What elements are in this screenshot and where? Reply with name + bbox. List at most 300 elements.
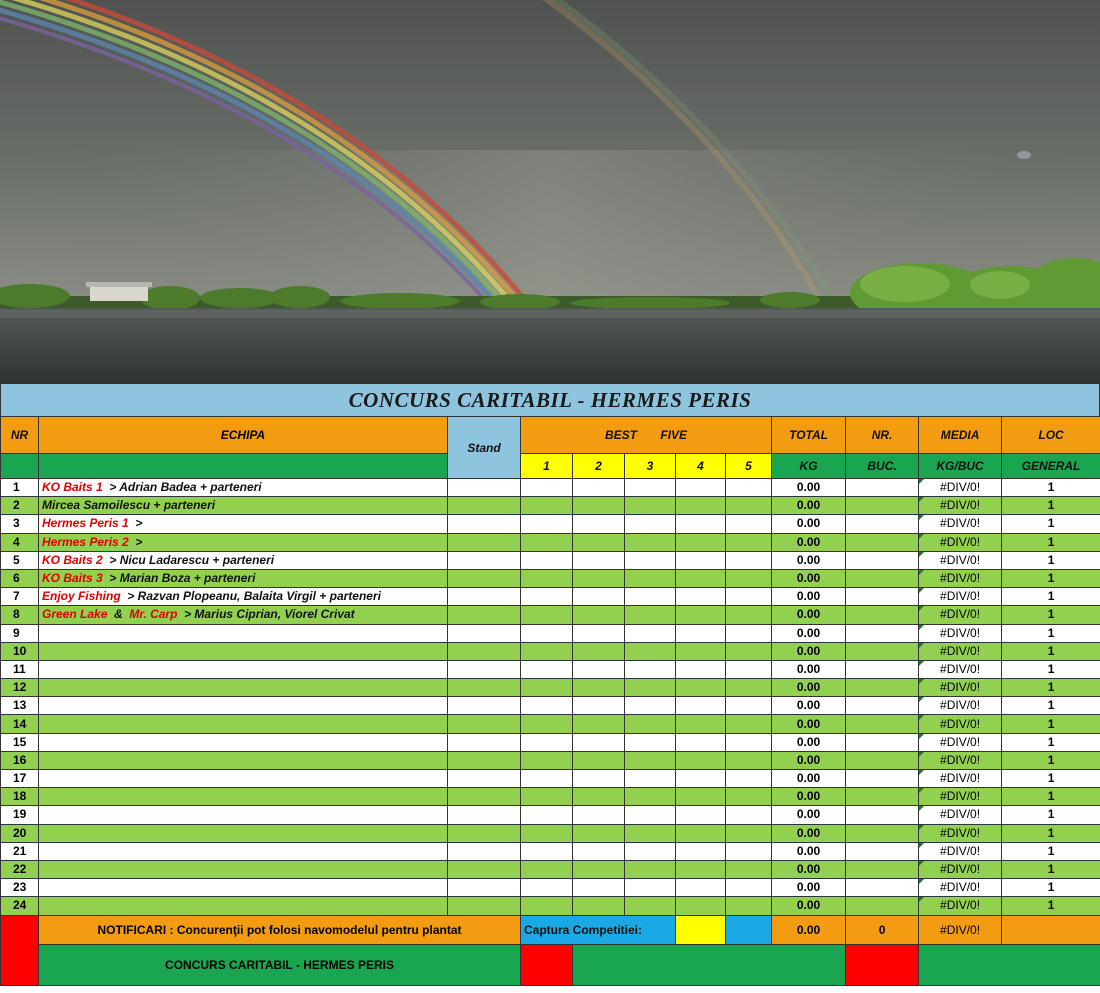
best-cell-2[interactable] xyxy=(573,479,625,497)
footer-nr-buc: 0 xyxy=(846,915,919,944)
best-cell-2[interactable] xyxy=(573,569,625,587)
best-cell-5[interactable] xyxy=(726,788,772,806)
team-name: Hermes Peris 1 xyxy=(42,516,129,531)
team-cell[interactable] xyxy=(39,860,448,878)
team-members: > Razvan Plopeanu, Balaita Virgil + parteneri xyxy=(120,589,381,604)
nr-buc-cell[interactable] xyxy=(846,897,919,915)
best-cell-5[interactable] xyxy=(726,897,772,915)
stand-cell[interactable] xyxy=(448,770,521,788)
nr-buc-cell[interactable] xyxy=(846,551,919,569)
best-cell-1[interactable] xyxy=(521,770,573,788)
stand-cell[interactable] xyxy=(448,788,521,806)
team-cell[interactable] xyxy=(39,897,448,915)
nr-buc-cell[interactable] xyxy=(846,679,919,697)
team-name: KO Baits 1 xyxy=(42,480,103,495)
best-cell-3[interactable] xyxy=(625,479,676,497)
best-cell-2[interactable] xyxy=(573,842,625,860)
team-cell[interactable] xyxy=(39,660,448,678)
team-cell[interactable] xyxy=(39,751,448,769)
best-cell-5[interactable] xyxy=(726,879,772,897)
best-cell-4[interactable] xyxy=(676,497,726,515)
total-kg: 0.00 xyxy=(772,588,846,606)
nr-buc-cell[interactable] xyxy=(846,842,919,860)
best-cell-3[interactable] xyxy=(625,879,676,897)
row-nr: 16 xyxy=(1,751,39,769)
best-cell-2[interactable] xyxy=(573,897,625,915)
best-cell-1[interactable] xyxy=(521,751,573,769)
loc-general: 1 xyxy=(1002,733,1100,751)
best-cell-3[interactable] xyxy=(625,733,676,751)
best-cell-1[interactable] xyxy=(521,497,573,515)
team-cell[interactable] xyxy=(39,642,448,660)
best-cell-1[interactable] xyxy=(521,624,573,642)
best-cell-4[interactable] xyxy=(676,860,726,878)
loc-general: 1 xyxy=(1002,697,1100,715)
total-kg: 0.00 xyxy=(772,806,846,824)
col-nr-header: NR xyxy=(1,417,39,454)
best-cell-3[interactable] xyxy=(625,860,676,878)
nr-buc-cell[interactable] xyxy=(846,660,919,678)
best-cell-2[interactable] xyxy=(573,551,625,569)
team-cell[interactable] xyxy=(39,806,448,824)
best-cell-2[interactable] xyxy=(573,770,625,788)
best-cell-3[interactable] xyxy=(625,588,676,606)
stand-cell[interactable] xyxy=(448,897,521,915)
team-members: > Marian Boza + parteneri xyxy=(102,571,256,586)
loc-general: 1 xyxy=(1002,624,1100,642)
bottom-red-cell-2 xyxy=(846,944,919,985)
best-cell-5[interactable] xyxy=(726,679,772,697)
row-nr: 10 xyxy=(1,642,39,660)
media-kg-buc: #DIV/0! xyxy=(919,715,1002,733)
bottom-title-row xyxy=(1,944,1100,985)
total-kg: 0.00 xyxy=(772,515,846,533)
total-kg: 0.00 xyxy=(772,751,846,769)
best-cell-5[interactable] xyxy=(726,515,772,533)
best-cell-2[interactable] xyxy=(573,733,625,751)
best-cell-5[interactable] xyxy=(726,660,772,678)
unit-kg-buc: KG/BUC xyxy=(919,454,1002,479)
results-table xyxy=(0,416,1100,986)
table-row xyxy=(1,515,1100,533)
team-members: > xyxy=(128,516,143,531)
best-cell-3[interactable] xyxy=(625,551,676,569)
best-cell-4[interactable] xyxy=(676,897,726,915)
media-kg-buc: #DIV/0! xyxy=(919,606,1002,624)
table-row xyxy=(1,606,1100,624)
best-cell-5[interactable] xyxy=(726,588,772,606)
stand-cell[interactable] xyxy=(448,515,521,533)
stand-cell[interactable] xyxy=(448,497,521,515)
best-cell-5[interactable] xyxy=(726,697,772,715)
team-cell[interactable] xyxy=(39,551,448,569)
loc-general: 1 xyxy=(1002,588,1100,606)
table-row xyxy=(1,733,1100,751)
team-cell[interactable] xyxy=(39,679,448,697)
best-cell-4[interactable] xyxy=(676,515,726,533)
stand-cell[interactable] xyxy=(448,606,521,624)
team-cell[interactable] xyxy=(39,697,448,715)
best-cell-4[interactable] xyxy=(676,588,726,606)
media-kg-buc: #DIV/0! xyxy=(919,497,1002,515)
total-kg: 0.00 xyxy=(772,551,846,569)
row-nr: 8 xyxy=(1,606,39,624)
best-cell-2[interactable] xyxy=(573,751,625,769)
stand-cell[interactable] xyxy=(448,860,521,878)
best-cell-2[interactable] xyxy=(573,824,625,842)
notification-row xyxy=(1,915,1100,944)
best-cell-2[interactable] xyxy=(573,860,625,878)
table-row xyxy=(1,642,1100,660)
best-cell-1[interactable] xyxy=(521,479,573,497)
media-kg-buc: #DIV/0! xyxy=(919,660,1002,678)
best-cell-3[interactable] xyxy=(625,497,676,515)
row-nr: 12 xyxy=(1,679,39,697)
table-row xyxy=(1,551,1100,569)
best-cell-4[interactable] xyxy=(676,642,726,660)
best-cell-2[interactable] xyxy=(573,697,625,715)
best-cell-2[interactable] xyxy=(573,497,625,515)
loc-general: 1 xyxy=(1002,551,1100,569)
best-cell-1[interactable] xyxy=(521,879,573,897)
best-cell-5[interactable] xyxy=(726,479,772,497)
best-cell-4[interactable] xyxy=(676,824,726,842)
team-cell[interactable] xyxy=(39,842,448,860)
nr-buc-cell[interactable] xyxy=(846,879,919,897)
best-cell-5[interactable] xyxy=(726,642,772,660)
best-cell-1[interactable] xyxy=(521,569,573,587)
best-cell-2[interactable] xyxy=(573,788,625,806)
best-cell-1[interactable] xyxy=(521,533,573,551)
loc-general: 1 xyxy=(1002,679,1100,697)
best-cell-1[interactable] xyxy=(521,697,573,715)
best-cell-5[interactable] xyxy=(726,824,772,842)
nr-buc-cell[interactable] xyxy=(846,515,919,533)
best-cell-4[interactable] xyxy=(676,806,726,824)
nr-buc-cell[interactable] xyxy=(846,697,919,715)
nr-buc-cell[interactable] xyxy=(846,733,919,751)
best-cell-3[interactable] xyxy=(625,715,676,733)
nr-buc-cell[interactable] xyxy=(846,824,919,842)
team-cell[interactable] xyxy=(39,770,448,788)
media-kg-buc: #DIV/0! xyxy=(919,624,1002,642)
capture-cyan-cell xyxy=(726,915,772,944)
row-nr: 13 xyxy=(1,697,39,715)
best-cell-2[interactable] xyxy=(573,606,625,624)
nr-buc-cell[interactable] xyxy=(846,642,919,660)
best-cell-1[interactable] xyxy=(521,660,573,678)
best-cell-1[interactable] xyxy=(521,642,573,660)
loc-general: 1 xyxy=(1002,715,1100,733)
bottom-green-cell-2 xyxy=(919,944,1100,985)
team-cell[interactable] xyxy=(39,624,448,642)
table-row xyxy=(1,879,1100,897)
subheader-echipa-cell xyxy=(39,454,448,479)
best-cell-3[interactable] xyxy=(625,842,676,860)
stand-cell[interactable] xyxy=(448,479,521,497)
team-cell[interactable] xyxy=(39,479,448,497)
total-kg: 0.00 xyxy=(772,879,846,897)
best-cell-1[interactable] xyxy=(521,588,573,606)
loc-general: 1 xyxy=(1002,860,1100,878)
row-nr: 23 xyxy=(1,879,39,897)
subheader-nr-cell xyxy=(1,454,39,479)
best-cell-3[interactable] xyxy=(625,642,676,660)
team-cell[interactable] xyxy=(39,733,448,751)
best-cell-4[interactable] xyxy=(676,751,726,769)
best-cell-1[interactable] xyxy=(521,715,573,733)
row-nr: 20 xyxy=(1,824,39,842)
total-kg: 0.00 xyxy=(772,897,846,915)
col-loc-header: LOC xyxy=(1002,417,1100,454)
best-cell-3[interactable] xyxy=(625,806,676,824)
stand-cell[interactable] xyxy=(448,642,521,660)
stand-cell[interactable] xyxy=(448,751,521,769)
stand-cell[interactable] xyxy=(448,551,521,569)
nr-buc-cell[interactable] xyxy=(846,860,919,878)
nr-buc-cell[interactable] xyxy=(846,788,919,806)
team-cell[interactable] xyxy=(39,533,448,551)
row-nr: 5 xyxy=(1,551,39,569)
team-members: > Marius Ciprian, Viorel Crivat xyxy=(177,607,355,622)
nr-buc-cell[interactable] xyxy=(846,806,919,824)
table-row xyxy=(1,715,1100,733)
media-kg-buc: #DIV/0! xyxy=(919,824,1002,842)
best-cell-4[interactable] xyxy=(676,479,726,497)
team-cell[interactable] xyxy=(39,515,448,533)
media-kg-buc: #DIV/0! xyxy=(919,533,1002,551)
best-cell-4[interactable] xyxy=(676,533,726,551)
best-cell-2[interactable] xyxy=(573,806,625,824)
table-row xyxy=(1,842,1100,860)
nr-buc-cell[interactable] xyxy=(846,606,919,624)
best-cell-4[interactable] xyxy=(676,842,726,860)
best-cell-3[interactable] xyxy=(625,515,676,533)
nr-buc-cell[interactable] xyxy=(846,770,919,788)
best-cell-1[interactable] xyxy=(521,860,573,878)
best-cell-3[interactable] xyxy=(625,606,676,624)
team-cell[interactable] xyxy=(39,879,448,897)
team-cell[interactable] xyxy=(39,588,448,606)
total-kg: 0.00 xyxy=(772,569,846,587)
team-cell[interactable] xyxy=(39,569,448,587)
best-cell-5[interactable] xyxy=(726,770,772,788)
total-kg: 0.00 xyxy=(772,479,846,497)
best-cell-3[interactable] xyxy=(625,569,676,587)
stand-cell[interactable] xyxy=(448,715,521,733)
best-cell-5[interactable] xyxy=(726,733,772,751)
best-cell-4[interactable] xyxy=(676,606,726,624)
col-media-header: MEDIA xyxy=(919,417,1002,454)
best-cell-4[interactable] xyxy=(676,879,726,897)
nr-buc-cell[interactable] xyxy=(846,533,919,551)
best-cell-3[interactable] xyxy=(625,624,676,642)
best-cell-5[interactable] xyxy=(726,624,772,642)
nr-buc-cell[interactable] xyxy=(846,497,919,515)
loc-general: 1 xyxy=(1002,533,1100,551)
media-kg-buc: #DIV/0! xyxy=(919,515,1002,533)
best-cell-1[interactable] xyxy=(521,788,573,806)
best-cell-2[interactable] xyxy=(573,624,625,642)
unit-buc: BUC. xyxy=(846,454,919,479)
team-name: Mr. Carp xyxy=(129,607,178,622)
team-members: > Nicu Ladarescu + parteneri xyxy=(102,552,275,567)
media-kg-buc: #DIV/0! xyxy=(919,733,1002,751)
best-cell-5[interactable] xyxy=(726,806,772,824)
total-kg: 0.00 xyxy=(772,860,846,878)
team-cell[interactable] xyxy=(39,788,448,806)
team-cell[interactable] xyxy=(39,824,448,842)
total-kg: 0.00 xyxy=(772,624,846,642)
loc-general: 1 xyxy=(1002,515,1100,533)
best-cell-4[interactable] xyxy=(676,679,726,697)
table-row xyxy=(1,588,1100,606)
capture-yellow-cell xyxy=(676,915,726,944)
best-cell-4[interactable] xyxy=(676,569,726,587)
best-cell-5[interactable] xyxy=(726,533,772,551)
best-cell-1[interactable] xyxy=(521,842,573,860)
row-nr: 11 xyxy=(1,660,39,678)
media-kg-buc: #DIV/0! xyxy=(919,842,1002,860)
stand-cell[interactable] xyxy=(448,824,521,842)
best-cell-5[interactable] xyxy=(726,860,772,878)
best-cell-5[interactable] xyxy=(726,751,772,769)
best-cell-4[interactable] xyxy=(676,770,726,788)
total-kg: 0.00 xyxy=(772,679,846,697)
team-members: & xyxy=(107,607,130,622)
team-members: > Adrian Badea + parteneri xyxy=(102,480,262,495)
best-cell-3[interactable] xyxy=(625,697,676,715)
best-cell-3[interactable] xyxy=(625,679,676,697)
stand-cell[interactable] xyxy=(448,533,521,551)
best-cell-4[interactable] xyxy=(676,697,726,715)
stand-cell[interactable] xyxy=(448,588,521,606)
best-cell-2[interactable] xyxy=(573,515,625,533)
nr-buc-cell[interactable] xyxy=(846,479,919,497)
best-col-1: 1 xyxy=(521,454,573,479)
best-cell-1[interactable] xyxy=(521,806,573,824)
team-name: Hermes Peris 2 xyxy=(42,534,129,549)
media-kg-buc: #DIV/0! xyxy=(919,860,1002,878)
loc-general: 1 xyxy=(1002,897,1100,915)
table-row xyxy=(1,751,1100,769)
loc-general: 1 xyxy=(1002,606,1100,624)
best-cell-4[interactable] xyxy=(676,660,726,678)
stand-cell[interactable] xyxy=(448,733,521,751)
team-cell[interactable] xyxy=(39,715,448,733)
nr-buc-cell[interactable] xyxy=(846,751,919,769)
best-cell-2[interactable] xyxy=(573,533,625,551)
row-nr: 17 xyxy=(1,770,39,788)
bottom-red-cell-1 xyxy=(521,944,573,985)
best-cell-2[interactable] xyxy=(573,660,625,678)
best-cell-1[interactable] xyxy=(521,897,573,915)
best-cell-2[interactable] xyxy=(573,715,625,733)
table-row xyxy=(1,497,1100,515)
loc-general: 1 xyxy=(1002,751,1100,769)
table-row xyxy=(1,770,1100,788)
team-name: Green Lake xyxy=(42,607,108,622)
best-cell-3[interactable] xyxy=(625,533,676,551)
best-cell-5[interactable] xyxy=(726,715,772,733)
bottom-green-cell-1 xyxy=(573,944,846,985)
stand-cell[interactable] xyxy=(448,806,521,824)
best-cell-3[interactable] xyxy=(625,824,676,842)
stand-cell[interactable] xyxy=(448,842,521,860)
best-cell-1[interactable] xyxy=(521,551,573,569)
best-cell-5[interactable] xyxy=(726,497,772,515)
loc-general: 1 xyxy=(1002,642,1100,660)
best-cell-2[interactable] xyxy=(573,679,625,697)
nr-buc-cell[interactable] xyxy=(846,715,919,733)
table-row xyxy=(1,860,1100,878)
nr-buc-cell[interactable] xyxy=(846,624,919,642)
best-cell-4[interactable] xyxy=(676,733,726,751)
nr-buc-cell[interactable] xyxy=(846,569,919,587)
media-kg-buc: #DIV/0! xyxy=(919,751,1002,769)
five-label: FIVE xyxy=(660,428,688,442)
best-cell-4[interactable] xyxy=(676,551,726,569)
table-row xyxy=(1,897,1100,915)
best-cell-3[interactable] xyxy=(625,660,676,678)
capture-label: Captura Competitiei: xyxy=(521,915,676,944)
stand-cell[interactable] xyxy=(448,879,521,897)
results-sheet xyxy=(0,383,1100,993)
best-label: BEST xyxy=(605,428,638,442)
best-cell-2[interactable] xyxy=(573,642,625,660)
media-kg-buc: #DIV/0! xyxy=(919,788,1002,806)
table-row xyxy=(1,697,1100,715)
best-cell-5[interactable] xyxy=(726,606,772,624)
best-cell-2[interactable] xyxy=(573,879,625,897)
best-cell-3[interactable] xyxy=(625,770,676,788)
row-nr: 14 xyxy=(1,715,39,733)
best-cell-1[interactable] xyxy=(521,824,573,842)
best-cell-1[interactable] xyxy=(521,679,573,697)
row-nr: 1 xyxy=(1,479,39,497)
table-row xyxy=(1,660,1100,678)
best-col-4: 4 xyxy=(676,454,726,479)
notification-text: NOTIFICARI : Concurenţii pot folosi navomodelul pentru plantat xyxy=(39,915,521,944)
best-cell-1[interactable] xyxy=(521,515,573,533)
best-cell-1[interactable] xyxy=(521,733,573,751)
team-cell[interactable] xyxy=(39,606,448,624)
row-nr: 6 xyxy=(1,569,39,587)
stand-cell[interactable] xyxy=(448,679,521,697)
stand-cell[interactable] xyxy=(448,569,521,587)
best-cell-4[interactable] xyxy=(676,624,726,642)
best-cell-3[interactable] xyxy=(625,897,676,915)
best-cell-2[interactable] xyxy=(573,588,625,606)
team-cell[interactable] xyxy=(39,497,448,515)
media-kg-buc: #DIV/0! xyxy=(919,879,1002,897)
media-kg-buc: #DIV/0! xyxy=(919,551,1002,569)
stand-cell[interactable] xyxy=(448,624,521,642)
best-cell-4[interactable] xyxy=(676,788,726,806)
team-name: Enjoy Fishing xyxy=(42,589,121,604)
best-cell-5[interactable] xyxy=(726,551,772,569)
best-cell-4[interactable] xyxy=(676,715,726,733)
best-cell-3[interactable] xyxy=(625,788,676,806)
nr-buc-cell[interactable] xyxy=(846,588,919,606)
stand-cell[interactable] xyxy=(448,660,521,678)
best-cell-3[interactable] xyxy=(625,751,676,769)
best-cell-1[interactable] xyxy=(521,606,573,624)
best-cell-5[interactable] xyxy=(726,569,772,587)
stand-cell[interactable] xyxy=(448,697,521,715)
total-kg: 0.00 xyxy=(772,497,846,515)
best-cell-5[interactable] xyxy=(726,842,772,860)
